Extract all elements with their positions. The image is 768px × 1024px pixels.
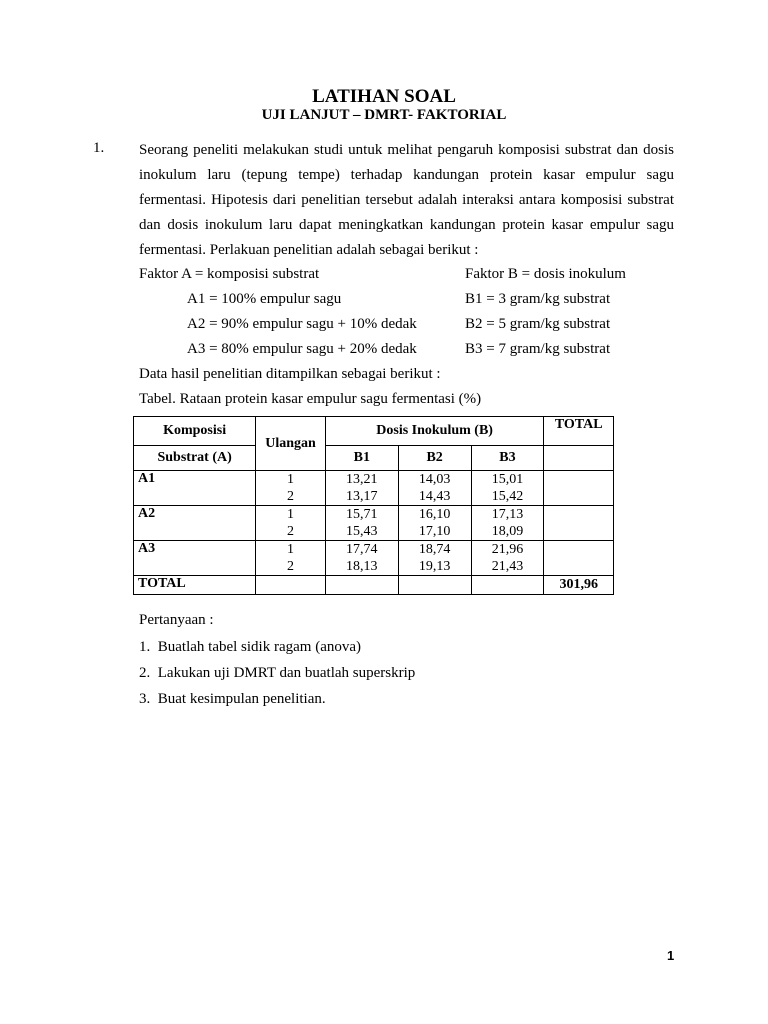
empty-cell [256,576,326,595]
factor-a-level: A3 = 80% empulur sagu + 20% dedak [187,341,417,357]
factor-a-level: A1 = 100% empulur sagu [187,291,342,307]
total-row [134,576,614,595]
header-substrat: Substrat (A) [134,446,256,471]
empty-cell [325,576,398,595]
header-komposisi: Komposisi [134,417,256,446]
question-number: 1. [93,140,105,156]
value-cell: 17,13 18,09 [471,506,544,541]
factor-b-level: B1 = 3 gram/kg substrat [465,291,611,307]
grand-total: 301,96 [544,576,614,595]
value-cell: 14,03 14,43 [398,471,471,506]
document-title: LATIHAN SOAL [312,86,456,107]
data-intro: Data hasil penelitian ditampilkan sebagai berikut : [139,366,441,382]
row-total-cell [544,541,614,576]
document-subtitle: UJI LANJUT – DMRT- FAKTORIAL [261,107,507,123]
ulangan-cell: 1 2 [256,471,326,506]
data-table [133,416,614,595]
page-number: 1 [667,948,675,963]
table-caption: Tabel. Rataan protein kasar empulur sagu fermentasi (%) [139,391,482,407]
header-dosis: Dosis Inokulum (B) [325,417,544,446]
empty-cell [471,576,544,595]
header-ulangan: Ulangan [256,417,326,471]
row-total-cell [544,506,614,541]
table-row [134,541,614,576]
total-label: TOTAL [134,576,256,595]
factor-b-heading: Faktor B = dosis inokulum [465,266,626,282]
problem-paragraph: Seorang peneliti melakukan studi untuk melihat pengaruh komposisi substrat dan dosis inokulum laru (tepung tempe) terhadap kandungan protein kasar empulur sagu fermentasi. Hipotesis dari penelitian tersebut adalah interaksi antara komposisi substrat dan dosis inokulum laru dapat meningkatkan kandungan protein kasar empulur sagu fermentasi. Perlakuan penelitian adalah sebagai berikut : [139,142,674,258]
table-row [134,506,614,541]
empty-cell [544,446,614,471]
row-label: A1 [134,471,256,506]
row-total-cell [544,471,614,506]
table-row [134,471,614,506]
question-item: 1. Buatlah tabel sidik ragam (anova) [139,639,362,655]
value-cell: 13,21 13,17 [325,471,398,506]
header-b3: B3 [471,446,544,471]
empty-cell [398,576,471,595]
question-item: 2. Lakukan uji DMRT dan buatlah superskrip [139,665,416,681]
questions-heading: Pertanyaan : [139,612,214,628]
value-cell: 18,74 19,13 [398,541,471,576]
value-cell: 15,01 15,42 [471,471,544,506]
value-cell: 15,71 15,43 [325,506,398,541]
row-label: A2 [134,506,256,541]
header-b1: B1 [325,446,398,471]
factor-b-level: B3 = 7 gram/kg substrat [465,341,611,357]
header-b2: B2 [398,446,471,471]
value-cell: 21,96 21,43 [471,541,544,576]
row-label: A3 [134,541,256,576]
value-cell: 17,74 18,13 [325,541,398,576]
value-cell: 16,10 17,10 [398,506,471,541]
ulangan-cell: 1 2 [256,541,326,576]
ulangan-cell: 1 2 [256,506,326,541]
factor-b-level: B2 = 5 gram/kg substrat [465,316,611,332]
factor-a-level: A2 = 90% empulur sagu + 10% dedak [187,316,417,332]
factor-a-heading: Faktor A = komposisi substrat [139,266,320,282]
question-item: 3. Buat kesimpulan penelitian. [139,691,326,707]
header-total: TOTAL [544,417,614,446]
